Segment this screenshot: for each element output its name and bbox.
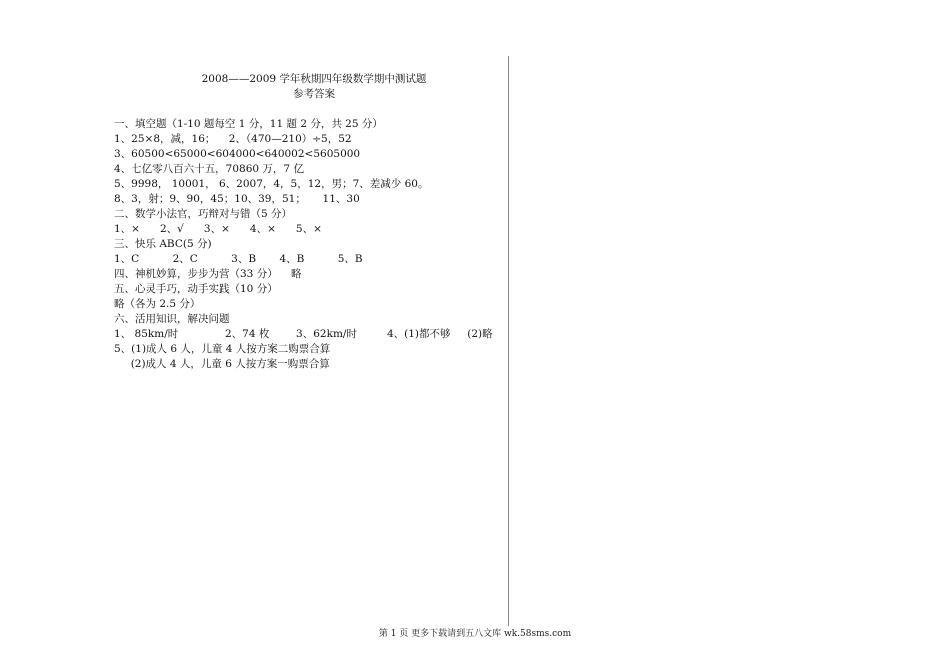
answer-line: 1、 85km/时 2、74 枚 3、62km/时 4、(1)都不够 (2)略 (114, 328, 493, 340)
document-subtitle: 参考答案 (293, 88, 335, 100)
answer-line: 略（各为 2.5 分） (114, 298, 201, 310)
section-heading-fill-in: 一、填空题（1-10 题每空 1 分，11 题 2 分，共 25 分） (114, 118, 383, 130)
answer-line: 1、C 2、C 3、B 4、B 5、B (114, 253, 363, 265)
answer-list (114, 117, 504, 372)
answer-line: 5、9998， 10001， 6、2007，4，5，12，男；7、差减少 60。 (114, 178, 429, 190)
section-heading-hands-on: 五、心灵手巧，动手实践（10 分） (114, 283, 278, 295)
answer-line: 5、(1)成人 6 人，儿童 4 人按方案二购票合算 (114, 343, 331, 355)
answer-line: 1、× 2、√ 3、× 4、× 5、× (114, 223, 322, 235)
section-heading-true-false: 二、数学小法官，巧辩对与错（5 分） (114, 208, 293, 220)
document-title: 2008——2009 学年秋期四年级数学期中测试题 (201, 73, 427, 85)
page-footer: 第 1 页 更多下载请到五八文库 wk.58sms.com (378, 629, 572, 639)
section-heading-calculation: 四、神机妙算，步步为营（33 分） 略 (114, 268, 302, 280)
title-block (114, 72, 514, 102)
answer-line: 4、七亿零八百六十五，70860 万，7 亿 (114, 163, 304, 175)
section-heading-problems: 六、活用知识，解决问题 (114, 313, 230, 325)
answer-line: 3、60500<65000<604000<640002<5605000 (114, 148, 361, 160)
answer-line: 1、25×8，减，16； 2、（470—210）÷5，52 (114, 133, 352, 145)
column-divider (508, 56, 509, 626)
section-heading-multiple-choice: 三、快乐 ABC(5 分) (114, 238, 212, 250)
answer-line: 8、3，射；9、90，45；10、39，51； 11、30 (114, 193, 360, 205)
answer-line: (2)成人 4 人，儿童 6 人按方案一购票合算 (114, 358, 330, 370)
